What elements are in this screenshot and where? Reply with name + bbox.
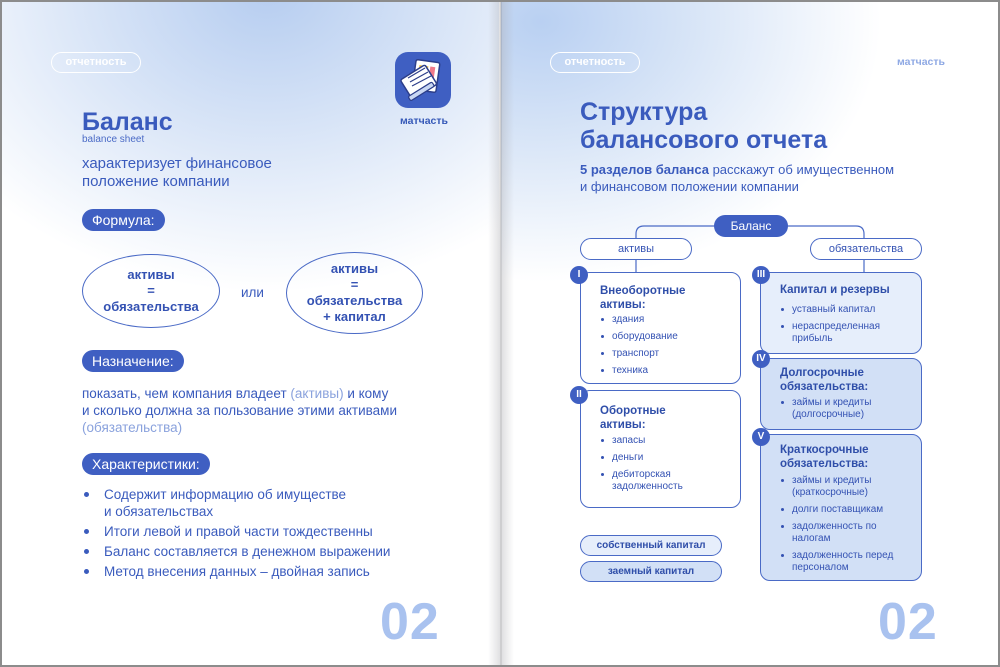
list-item-line: Баланс составляется в денежном выражении (104, 544, 391, 559)
list-item: оборудование (600, 331, 678, 343)
section-title-line: Краткосрочные (780, 444, 869, 456)
section-box-4 (760, 358, 922, 430)
list-item: транспорт (600, 348, 678, 360)
section-title (780, 283, 890, 297)
diagram-root: Баланс (714, 215, 788, 237)
title-english: balance sheet (82, 134, 145, 145)
left-page (2, 2, 499, 665)
title-line: Структура (580, 98, 708, 126)
section-number: I (570, 266, 588, 284)
section-title-line: Капитал и резервы (780, 284, 890, 296)
formula-term: = (147, 283, 155, 298)
list-item: долги поставщикам (780, 504, 893, 516)
list-item-line: задолженность перед (792, 550, 894, 561)
section-title (600, 404, 666, 432)
page-number: 02 (380, 593, 440, 651)
list-item-line: налогам (792, 533, 831, 544)
formula-term: активы (330, 261, 379, 276)
formula-oval-a (82, 254, 220, 328)
list-item-line: нераспределенная (792, 321, 881, 332)
lead-line: характеризует финансовое (82, 155, 272, 172)
section-box-1 (580, 272, 741, 384)
page-number: 02 (878, 593, 938, 651)
list-item: деньги (600, 452, 683, 464)
section-items (780, 475, 893, 579)
diagram-connectors (501, 2, 998, 665)
list-item-line: (долгосрочные) (792, 409, 865, 420)
formula-term: + капитал (323, 309, 386, 324)
section-number: III (752, 266, 770, 284)
section-title (600, 284, 685, 312)
list-item-line: задолженность по (792, 521, 877, 532)
list-item-line: дебиторская (612, 469, 671, 480)
purpose-fragment: и кому (343, 386, 389, 401)
list-item-line: Итоги левой и правой части тождественны (104, 524, 373, 539)
list-item: техника (600, 365, 678, 377)
list-item (82, 486, 462, 520)
list-item-line: Метод внесения данных – двойная запись (104, 564, 370, 579)
legend-borrowed-capital: заемный капитал (580, 561, 722, 582)
formula-label: Формула: (82, 209, 165, 231)
section-items (780, 397, 871, 426)
list-item-line: задолженность (612, 481, 683, 492)
section-title-line: Оборотные (600, 405, 666, 417)
section-number: V (752, 428, 770, 446)
list-item (82, 523, 462, 540)
formula-oval-b (286, 252, 423, 334)
legend-own-capital: собственный капитал (580, 535, 722, 556)
page-title: Баланс (82, 108, 173, 136)
formula-or: или (241, 285, 264, 300)
list-item-line: (краткосрочные) (792, 487, 868, 498)
formula-term: = (350, 277, 359, 292)
section-box-2 (580, 390, 741, 508)
list-item: уставный капитал (780, 304, 880, 316)
icon-caption: матчасть (400, 115, 448, 127)
section-items (600, 314, 678, 382)
section-box-5 (760, 434, 922, 581)
section-title-line: Внеоборотные (600, 285, 686, 297)
section-tag: отчетность (51, 52, 141, 73)
list-item-line: займы и кредиты (792, 475, 872, 486)
section-tag: отчетность (550, 52, 640, 73)
subtitle-fragment: и финансовом положении компании (580, 179, 799, 194)
purpose-fragment: показать, чем компания владеет (82, 386, 291, 401)
section-title-line: активы: (600, 299, 646, 311)
lead-text (82, 155, 272, 191)
list-item (780, 397, 871, 421)
section-number: II (570, 386, 588, 404)
section-items (780, 304, 880, 350)
list-item (82, 563, 462, 580)
header-right: матчасть (897, 56, 945, 68)
book-spread (2, 2, 998, 665)
subtitle-fragment: расскажут об имущественном (708, 162, 895, 177)
purpose-fragment: (активы) (290, 386, 344, 401)
list-item (82, 543, 462, 560)
list-item-line: и обязательствах (104, 504, 214, 519)
list-item-line: персоналом (792, 562, 849, 573)
book-icon (395, 52, 451, 108)
characteristics-label: Характеристики: (82, 453, 210, 475)
subtitle-fragment: 5 разделов баланса (580, 162, 709, 177)
section-title-line: обязательства: (780, 381, 869, 393)
list-item-line: прибыль (792, 333, 833, 344)
section-box-3 (760, 272, 922, 354)
branch-liabilities: обязательства (810, 238, 922, 260)
purpose-text (82, 385, 462, 436)
list-item (780, 475, 893, 499)
section-number: IV (752, 350, 770, 368)
lead-line: положение компании (82, 173, 230, 190)
page-gutter (488, 2, 514, 665)
section-title (780, 443, 869, 471)
list-item-line: Содержит информацию об имуществе (104, 487, 347, 502)
list-item (600, 469, 683, 493)
list-item (780, 321, 880, 345)
branch-assets: активы (580, 238, 692, 260)
list-item (780, 550, 893, 574)
formula-term: активы (127, 267, 175, 282)
characteristics-list (82, 486, 462, 583)
formula-term: обязательства (306, 293, 403, 308)
section-title-line: Долгосрочные (780, 367, 864, 379)
section-title-line: активы: (600, 419, 646, 431)
list-item: запасы (600, 435, 683, 447)
list-item-line: займы и кредиты (792, 397, 872, 408)
formula-term: обязательства (103, 299, 199, 314)
right-page (501, 2, 998, 665)
section-title (780, 366, 868, 394)
list-item: здания (600, 314, 678, 326)
section-items (600, 435, 683, 498)
title-line: балансового отчета (580, 126, 828, 154)
purpose-label: Назначение: (82, 350, 184, 372)
section-title-line: обязательства: (780, 458, 869, 470)
purpose-fragment: и сколько должна за пользование этими активами (82, 403, 397, 418)
purpose-fragment: (обязательства) (82, 420, 183, 435)
list-item (780, 521, 893, 545)
